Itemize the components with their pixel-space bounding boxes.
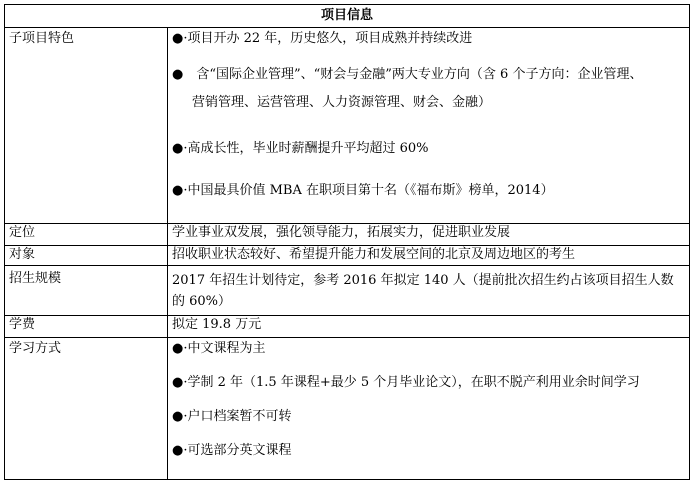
positioning-label: 定位 <box>5 224 168 246</box>
enrollment-row <box>5 266 690 316</box>
positioning-row <box>5 224 690 246</box>
study-item-4: ●·可选部分英文课程 <box>172 443 292 458</box>
study-item-2: ●·学制 2 年（1.5 年课程+最少 5 个月毕业论文），在职不脱产利用业余时间学习 <box>172 375 640 390</box>
features-content <box>168 28 690 224</box>
tuition-value: 拟定 19.8 万元 <box>168 316 690 338</box>
feature-item-3: ●·高成长性，毕业时薪酬提升平均超过 60% <box>172 141 429 156</box>
feature-item-1: ●·项目开办 22 年，历史悠久，项目成熟并持续改进 <box>172 31 473 46</box>
features-label: 子项目特色 <box>5 28 168 224</box>
tuition-label: 学费 <box>5 316 168 338</box>
study-mode-label: 学习方式 <box>5 338 168 480</box>
enrollment-value: 2017 年招生计划待定，参考 2016 年拟定 140 人（提前批次招生约占该项目招生人数的 60%） <box>168 266 690 316</box>
target-label: 对象 <box>5 246 168 266</box>
program-info-table <box>4 4 690 480</box>
study-item-3: ●·户口档案暂不可转 <box>172 409 292 424</box>
target-value: 招收职业状态较好、希望提升能力和发展空间的北京及周边地区的考生 <box>168 246 690 266</box>
features-row <box>5 28 690 224</box>
feature-item-2: ● 含“国际企业管理”、“财会与金融”两大专业方向（含 6 个子方向：企业管理、 <box>172 67 643 82</box>
table-title: 项目信息 <box>5 5 690 28</box>
positioning-value: 学业事业双发展，强化领导能力，拓展实力，促进职业发展 <box>168 224 690 246</box>
enrollment-label: 招生规模 <box>5 266 168 316</box>
study-mode-content <box>168 338 690 480</box>
feature-item-4: ●·中国最具价值 MBA 在职项目第十名（《福布斯》榜单，2014） <box>172 183 554 198</box>
target-row <box>5 246 690 266</box>
study-mode-row <box>5 338 690 480</box>
study-item-1: ●·中文课程为主 <box>172 341 266 356</box>
feature-item-2-cont: 营销管理、运营管理、人力资源管理、财会、金融） <box>192 95 492 110</box>
title-row <box>5 5 690 28</box>
tuition-row <box>5 316 690 338</box>
